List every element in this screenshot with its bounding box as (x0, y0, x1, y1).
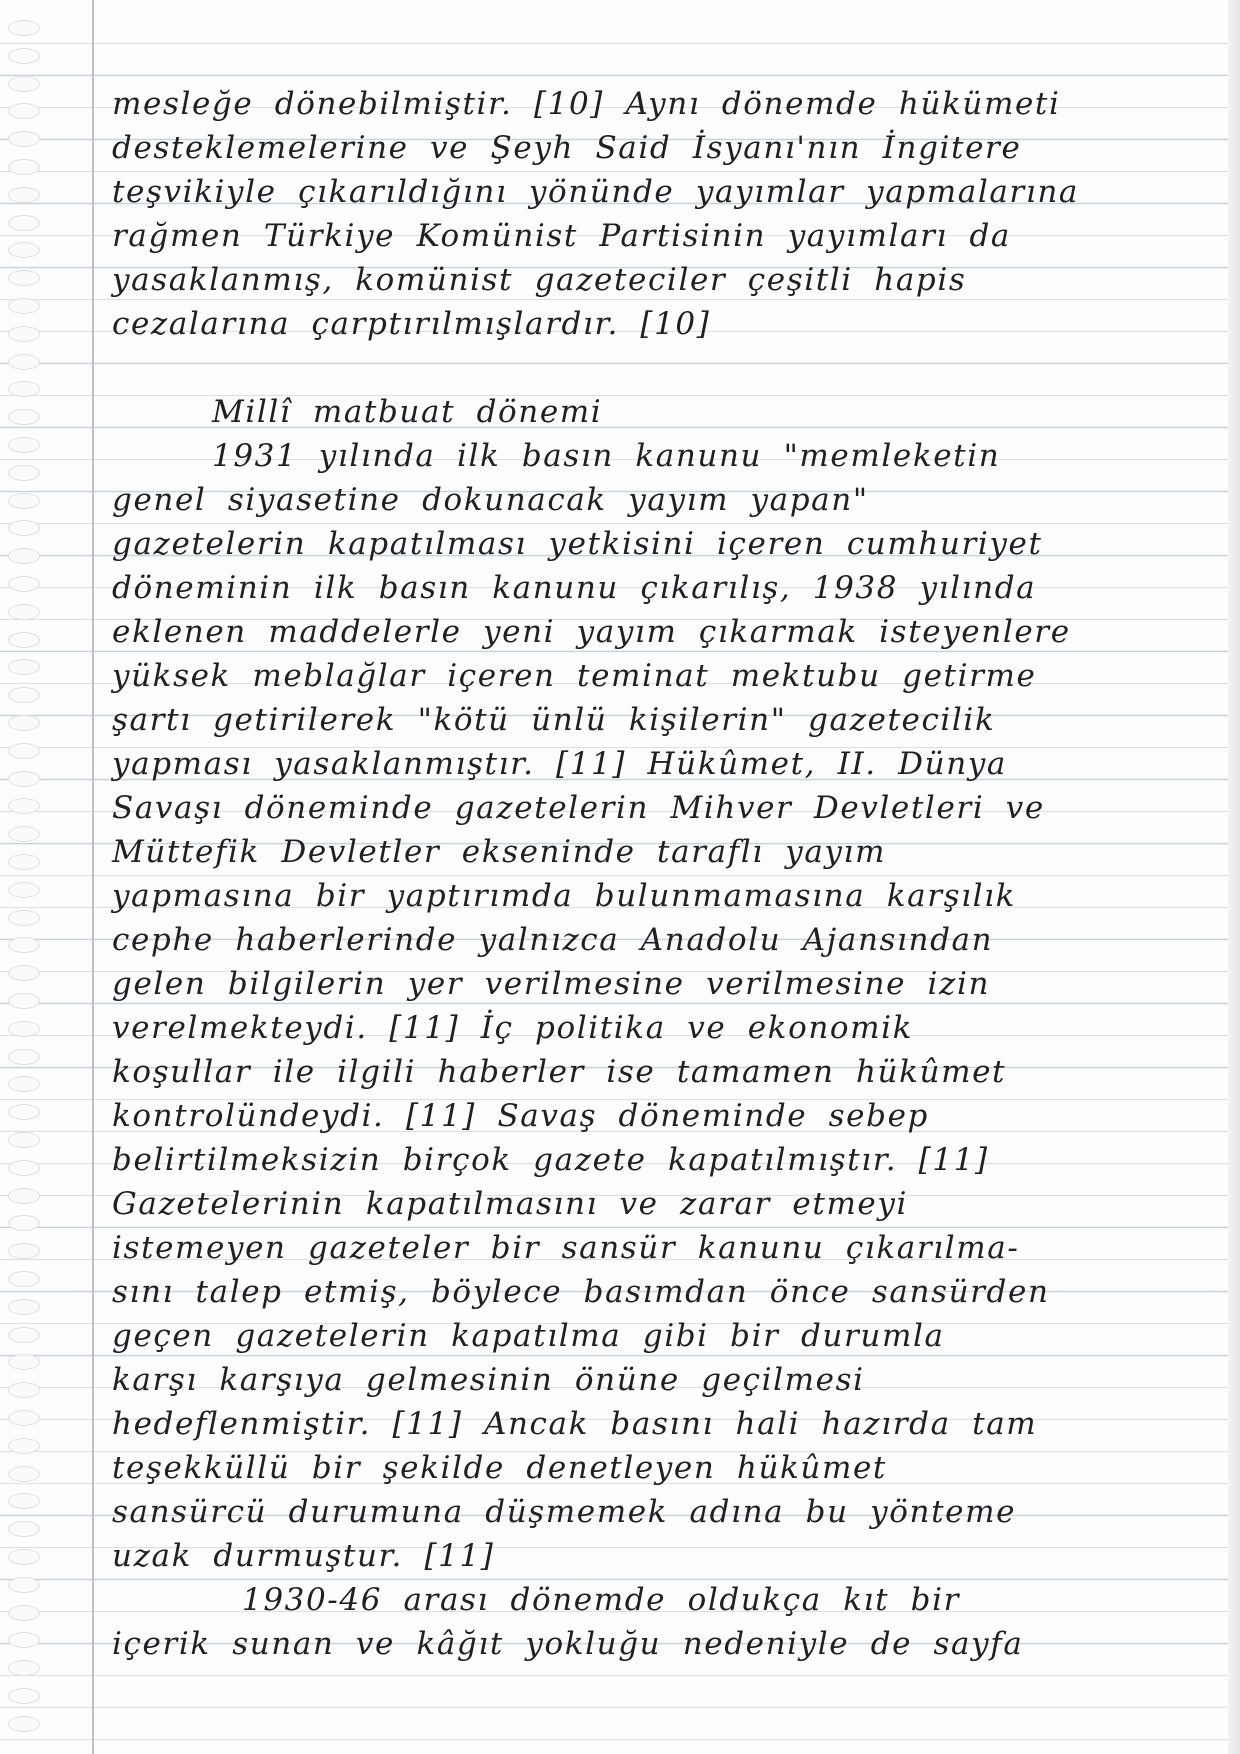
binding-hole (8, 326, 40, 342)
text-line: rağmen Türkiye Komünist Partisinin yayımları da (112, 218, 1012, 254)
binding-hole (8, 48, 40, 64)
binding-hole (8, 437, 40, 453)
binding-holes (8, 20, 42, 1740)
binding-hole (8, 465, 40, 481)
binding-hole (8, 882, 40, 898)
text-line: sını talep etmiş, böylece basımdan önce sansürden (112, 1274, 1050, 1310)
binding-hole (8, 20, 40, 36)
margin-line (92, 0, 94, 1754)
text-line: uzak durmuştur. [11] (112, 1538, 495, 1574)
binding-hole (8, 520, 40, 536)
text-line: kontrolündeydi. [11] Savaş döneminde sebep (112, 1098, 929, 1134)
text-line: Savaşı döneminde gazetelerin Mihver Devletleri ve (112, 790, 1045, 826)
binding-hole (8, 215, 40, 231)
binding-hole (8, 604, 40, 620)
binding-hole (8, 1160, 40, 1176)
binding-hole (8, 854, 40, 870)
handwritten-text (112, 82, 1212, 1666)
binding-hole (8, 798, 40, 814)
text-line: gazetelerin kapatılması yetkisini içeren cumhuriyet (112, 526, 1043, 562)
text-line: istemeyen gazeteler bir sansür kanunu çıkarılma- (112, 1230, 1020, 1266)
text-line: içerik sunan ve kâğıt yokluğu nedeniyle de sayfa (112, 1626, 1024, 1662)
text-line: eklenen maddelerle yeni yayım çıkarmak isteyenlere (112, 614, 1071, 650)
binding-hole (8, 1299, 40, 1315)
text-line: Müttefik Devletler ekseninde taraflı yayım (112, 834, 887, 870)
binding-hole (8, 632, 40, 648)
binding-hole (8, 965, 40, 981)
text-line: koşullar ile ilgili haberler ise tamamen hükûmet (112, 1054, 1007, 1090)
binding-hole (8, 354, 40, 370)
text-line: desteklemelerine ve Şeyh Said İsyanı'nın İngitere (112, 130, 1022, 166)
binding-hole (8, 159, 40, 175)
text-line: teşekküllü bir şekilde denetleyen hükûmet (112, 1450, 887, 1486)
text-line: yapmasına bir yaptırımda bulunmamasına karşılık (112, 878, 1017, 914)
text-line: yüksek meblağlar içeren teminat mektubu getirme (112, 658, 1037, 694)
text-line: Gazetelerinin kapatılmasını ve zarar etmeyi (112, 1186, 909, 1222)
binding-hole (8, 937, 40, 953)
binding-hole (8, 1104, 40, 1120)
binding-hole (8, 1076, 40, 1092)
binding-hole (8, 270, 40, 286)
binding-hole (8, 1382, 40, 1398)
binding-hole (8, 131, 40, 147)
text-line: 1930-46 arası dönemde oldukça kıt bir (242, 1582, 961, 1618)
binding-hole (8, 1632, 40, 1648)
binding-hole (8, 242, 40, 258)
text-line: karşı karşıya gelmesinin önüne geçilmesi (112, 1362, 865, 1398)
text-line: yasaklanmış, komünist gazeteciler çeşitli hapis (112, 262, 967, 298)
text-line: hedeflenmiştir. [11] Ancak basını hali hazırda tam (112, 1406, 1038, 1442)
binding-hole (8, 576, 40, 592)
binding-hole (8, 1466, 40, 1482)
binding-hole (8, 743, 40, 759)
binding-hole (8, 1188, 40, 1204)
text-line: teşvikiyle çıkarıldığını yönünde yayımlar yapmalarına (112, 174, 1080, 210)
binding-hole (8, 1521, 40, 1537)
text-line: cezalarına çarptırılmışlardır. [10] (112, 306, 711, 342)
binding-hole (8, 298, 40, 314)
binding-hole (8, 103, 40, 119)
binding-hole (8, 187, 40, 203)
binding-hole (8, 1493, 40, 1509)
binding-hole (8, 381, 40, 397)
binding-hole (8, 548, 40, 564)
binding-hole (8, 1438, 40, 1454)
text-line: 1931 yılında ilk basın kanunu "memleketin (212, 438, 1001, 474)
binding-hole (8, 1215, 40, 1231)
binding-hole (8, 1660, 40, 1676)
binding-hole (8, 1049, 40, 1065)
text-line: gelen bilgilerin yer verilmesine verilmesine izin (112, 966, 991, 1002)
text-line: yapması yasaklanmıştır. [11] Hükûmet, II. Dünya (112, 746, 1007, 782)
binding-hole (8, 1243, 40, 1259)
binding-hole (8, 1577, 40, 1593)
binding-hole (8, 659, 40, 675)
text-line: döneminin ilk basın kanunu çıkarılış, 1938 yılında (112, 570, 1037, 606)
binding-hole (8, 771, 40, 787)
binding-hole (8, 1605, 40, 1621)
binding-hole (8, 1549, 40, 1565)
text-line: şartı getirilerek "kötü ünlü kişilerin" gazetecilik (112, 702, 996, 738)
binding-hole (8, 993, 40, 1009)
binding-hole (8, 1354, 40, 1370)
binding-hole (8, 910, 40, 926)
binding-hole (8, 493, 40, 509)
binding-hole (8, 687, 40, 703)
binding-hole (8, 715, 40, 731)
binding-hole (8, 1410, 40, 1426)
binding-hole (8, 76, 40, 92)
section-heading: Millî matbuat dönemi (212, 394, 603, 430)
binding-hole (8, 1327, 40, 1343)
binding-hole (8, 1716, 40, 1732)
text-line: sansürcü durumuna düşmemek adına bu yönteme (112, 1494, 1017, 1530)
binding-hole (8, 826, 40, 842)
text-line: genel siyasetine dokunacak yayım yapan" (112, 482, 869, 518)
page-edge (1228, 0, 1240, 1754)
binding-hole (8, 409, 40, 425)
binding-hole (8, 1271, 40, 1287)
binding-hole (8, 1021, 40, 1037)
text-line: belirtilmeksizin birçok gazete kapatılmıştır. [11] (112, 1142, 989, 1178)
binding-hole (8, 1688, 40, 1704)
text-line: mesleğe dönebilmiştir. [10] Aynı dönemde hükümeti (112, 86, 1061, 122)
text-line: geçen gazetelerin kapatılma gibi bir durumla (112, 1318, 945, 1354)
text-line: verelmekteydi. [11] İç politika ve ekonomik (112, 1010, 914, 1046)
text-line: cephe haberlerinde yalnızca Anadolu Ajansından (112, 922, 994, 958)
binding-hole (8, 1132, 40, 1148)
